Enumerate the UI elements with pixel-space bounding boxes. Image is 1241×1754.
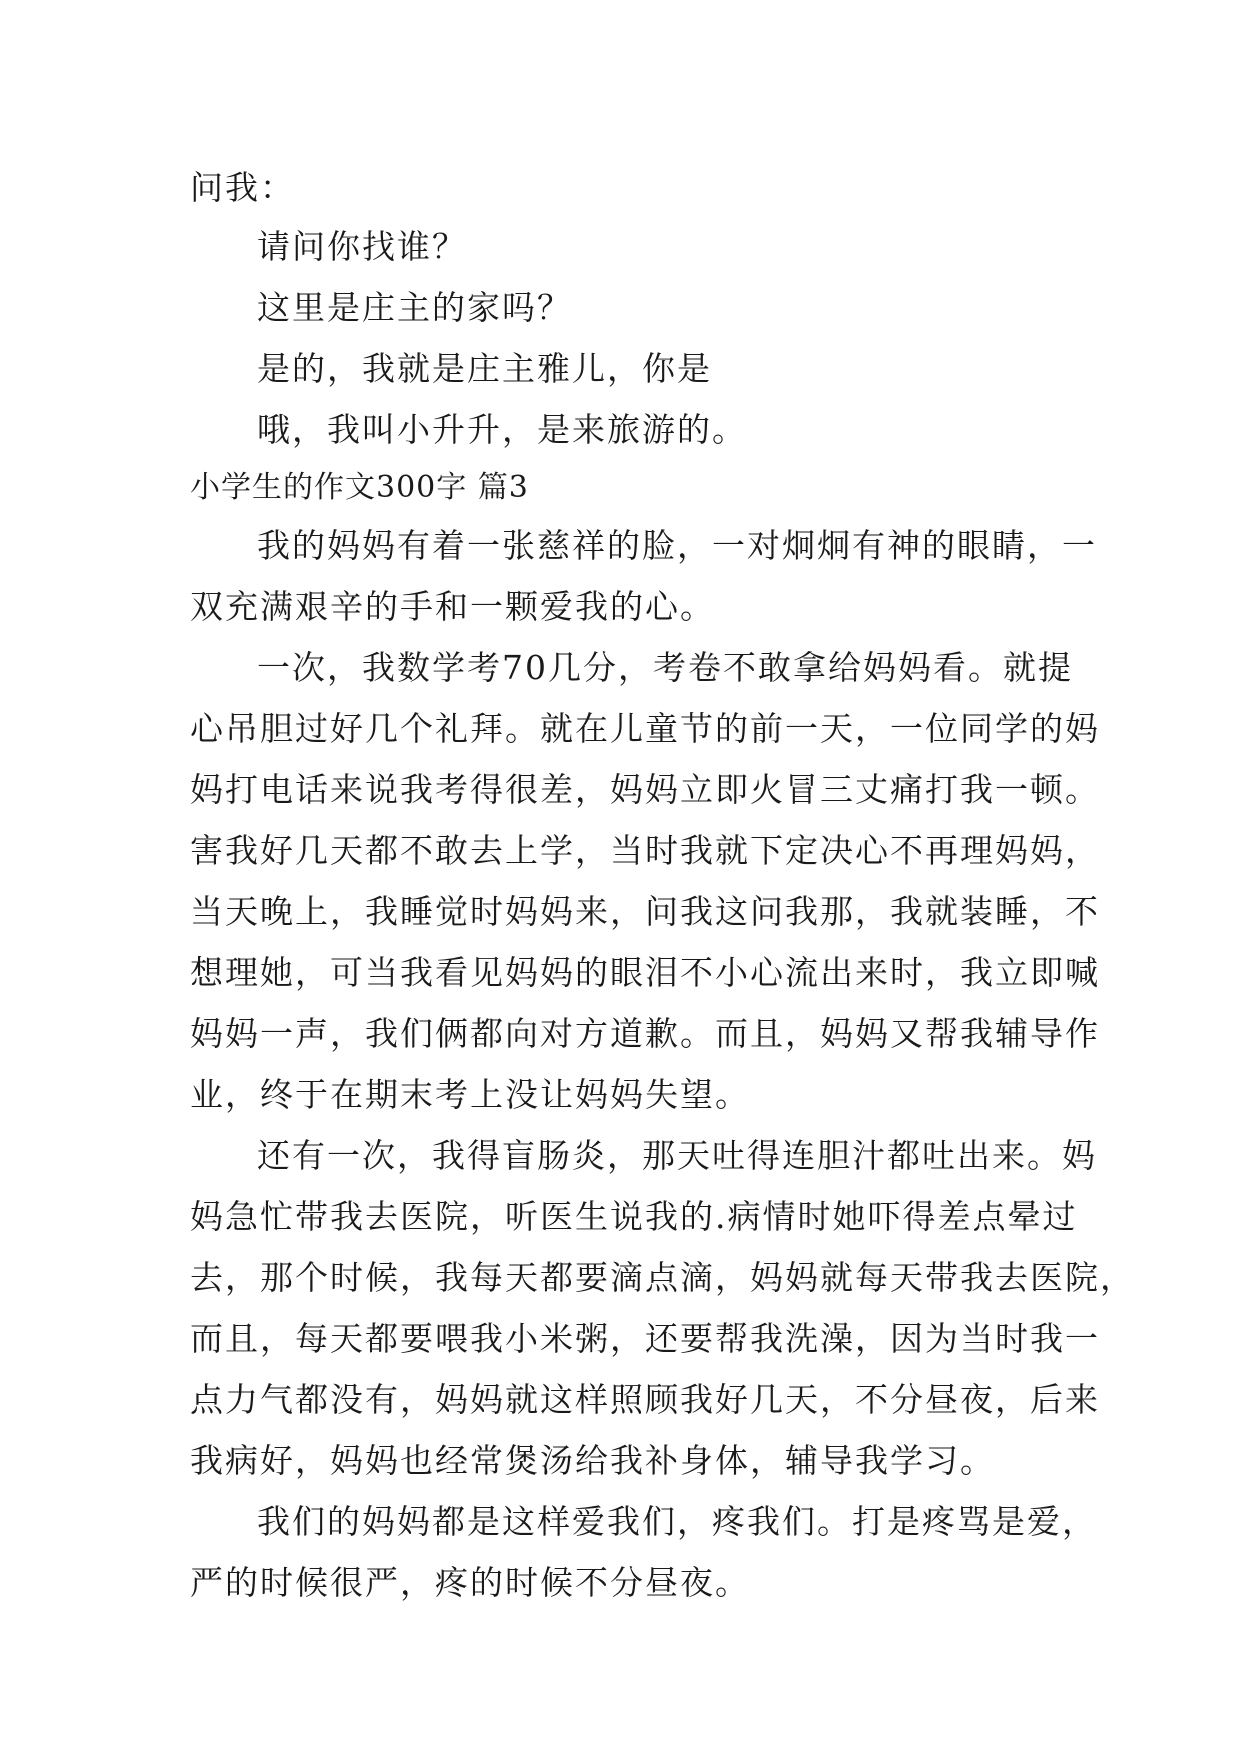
paragraph-line: 业，终于在期末考上没让妈妈失望。 — [190, 1075, 750, 1114]
paragraph-line: 我的妈妈有着一张慈祥的脸，一对炯炯有神的眼睛，一 — [257, 526, 1097, 565]
paragraph-line: 还有一次，我得盲肠炎，那天吐得连胆汁都吐出来。妈 — [257, 1136, 1097, 1175]
paragraph-line: 我们的妈妈都是这样爱我们，疼我们。打是疼骂是爱， — [257, 1502, 1097, 1541]
paragraph-line: 妈急忙带我去医院，听医生说我的.病情时她吓得差点晕过 — [190, 1197, 1078, 1236]
section-title: 小学生的作文300字 篇3 — [190, 470, 529, 505]
paragraph-line: 心吊胆过好几个礼拜。就在儿童节的前一天，一位同学的妈 — [190, 709, 1100, 748]
paragraph-line: 妈妈一声，我们俩都向对方道歉。而且，妈妈又帮我辅导作 — [190, 1014, 1100, 1053]
paragraph-line: 害我好几天都不敢去上学，当时我就下定决心不再理妈妈， — [190, 831, 1100, 870]
paragraph-line: 去，那个时候，我每天都要滴点滴，妈妈就每天带我去医院， — [190, 1258, 1135, 1297]
paragraph-line: 双充满艰辛的手和一颗爱我的心。 — [190, 587, 715, 626]
paragraph-line: 点力气都没有，妈妈就这样照顾我好几天，不分昼夜，后来 — [190, 1380, 1100, 1419]
intro-line: 请问你找谁？ — [257, 227, 467, 266]
paragraph-line: 而且，每天都要喂我小米粥，还要帮我洗澡，因为当时我一 — [190, 1319, 1100, 1358]
paragraph-line: 妈打电话来说我考得很差，妈妈立即火冒三丈痛打我一顿。 — [190, 770, 1100, 809]
paragraph-line: 我病好，妈妈也经常煲汤给我补身体，辅导我学习。 — [190, 1441, 995, 1480]
paragraph-line: 当天晚上，我睡觉时妈妈来，问我这问我那，我就装睡，不 — [190, 892, 1100, 931]
paragraph-line: 想理她，可当我看见妈妈的眼泪不小心流出来时，我立即喊 — [190, 953, 1100, 992]
intro-line: 哦，我叫小升升，是来旅游的。 — [257, 410, 747, 449]
intro-line: 是的，我就是庄主雅儿，你是 — [257, 349, 712, 388]
intro-line: 问我： — [190, 168, 295, 207]
paragraph-line: 一次，我数学考70几分，考卷不敢拿给妈妈看。就提 — [257, 648, 1073, 687]
intro-line: 这里是庄主的家吗？ — [257, 288, 572, 327]
paragraph-line: 严的时候很严，疼的时候不分昼夜。 — [190, 1563, 750, 1602]
